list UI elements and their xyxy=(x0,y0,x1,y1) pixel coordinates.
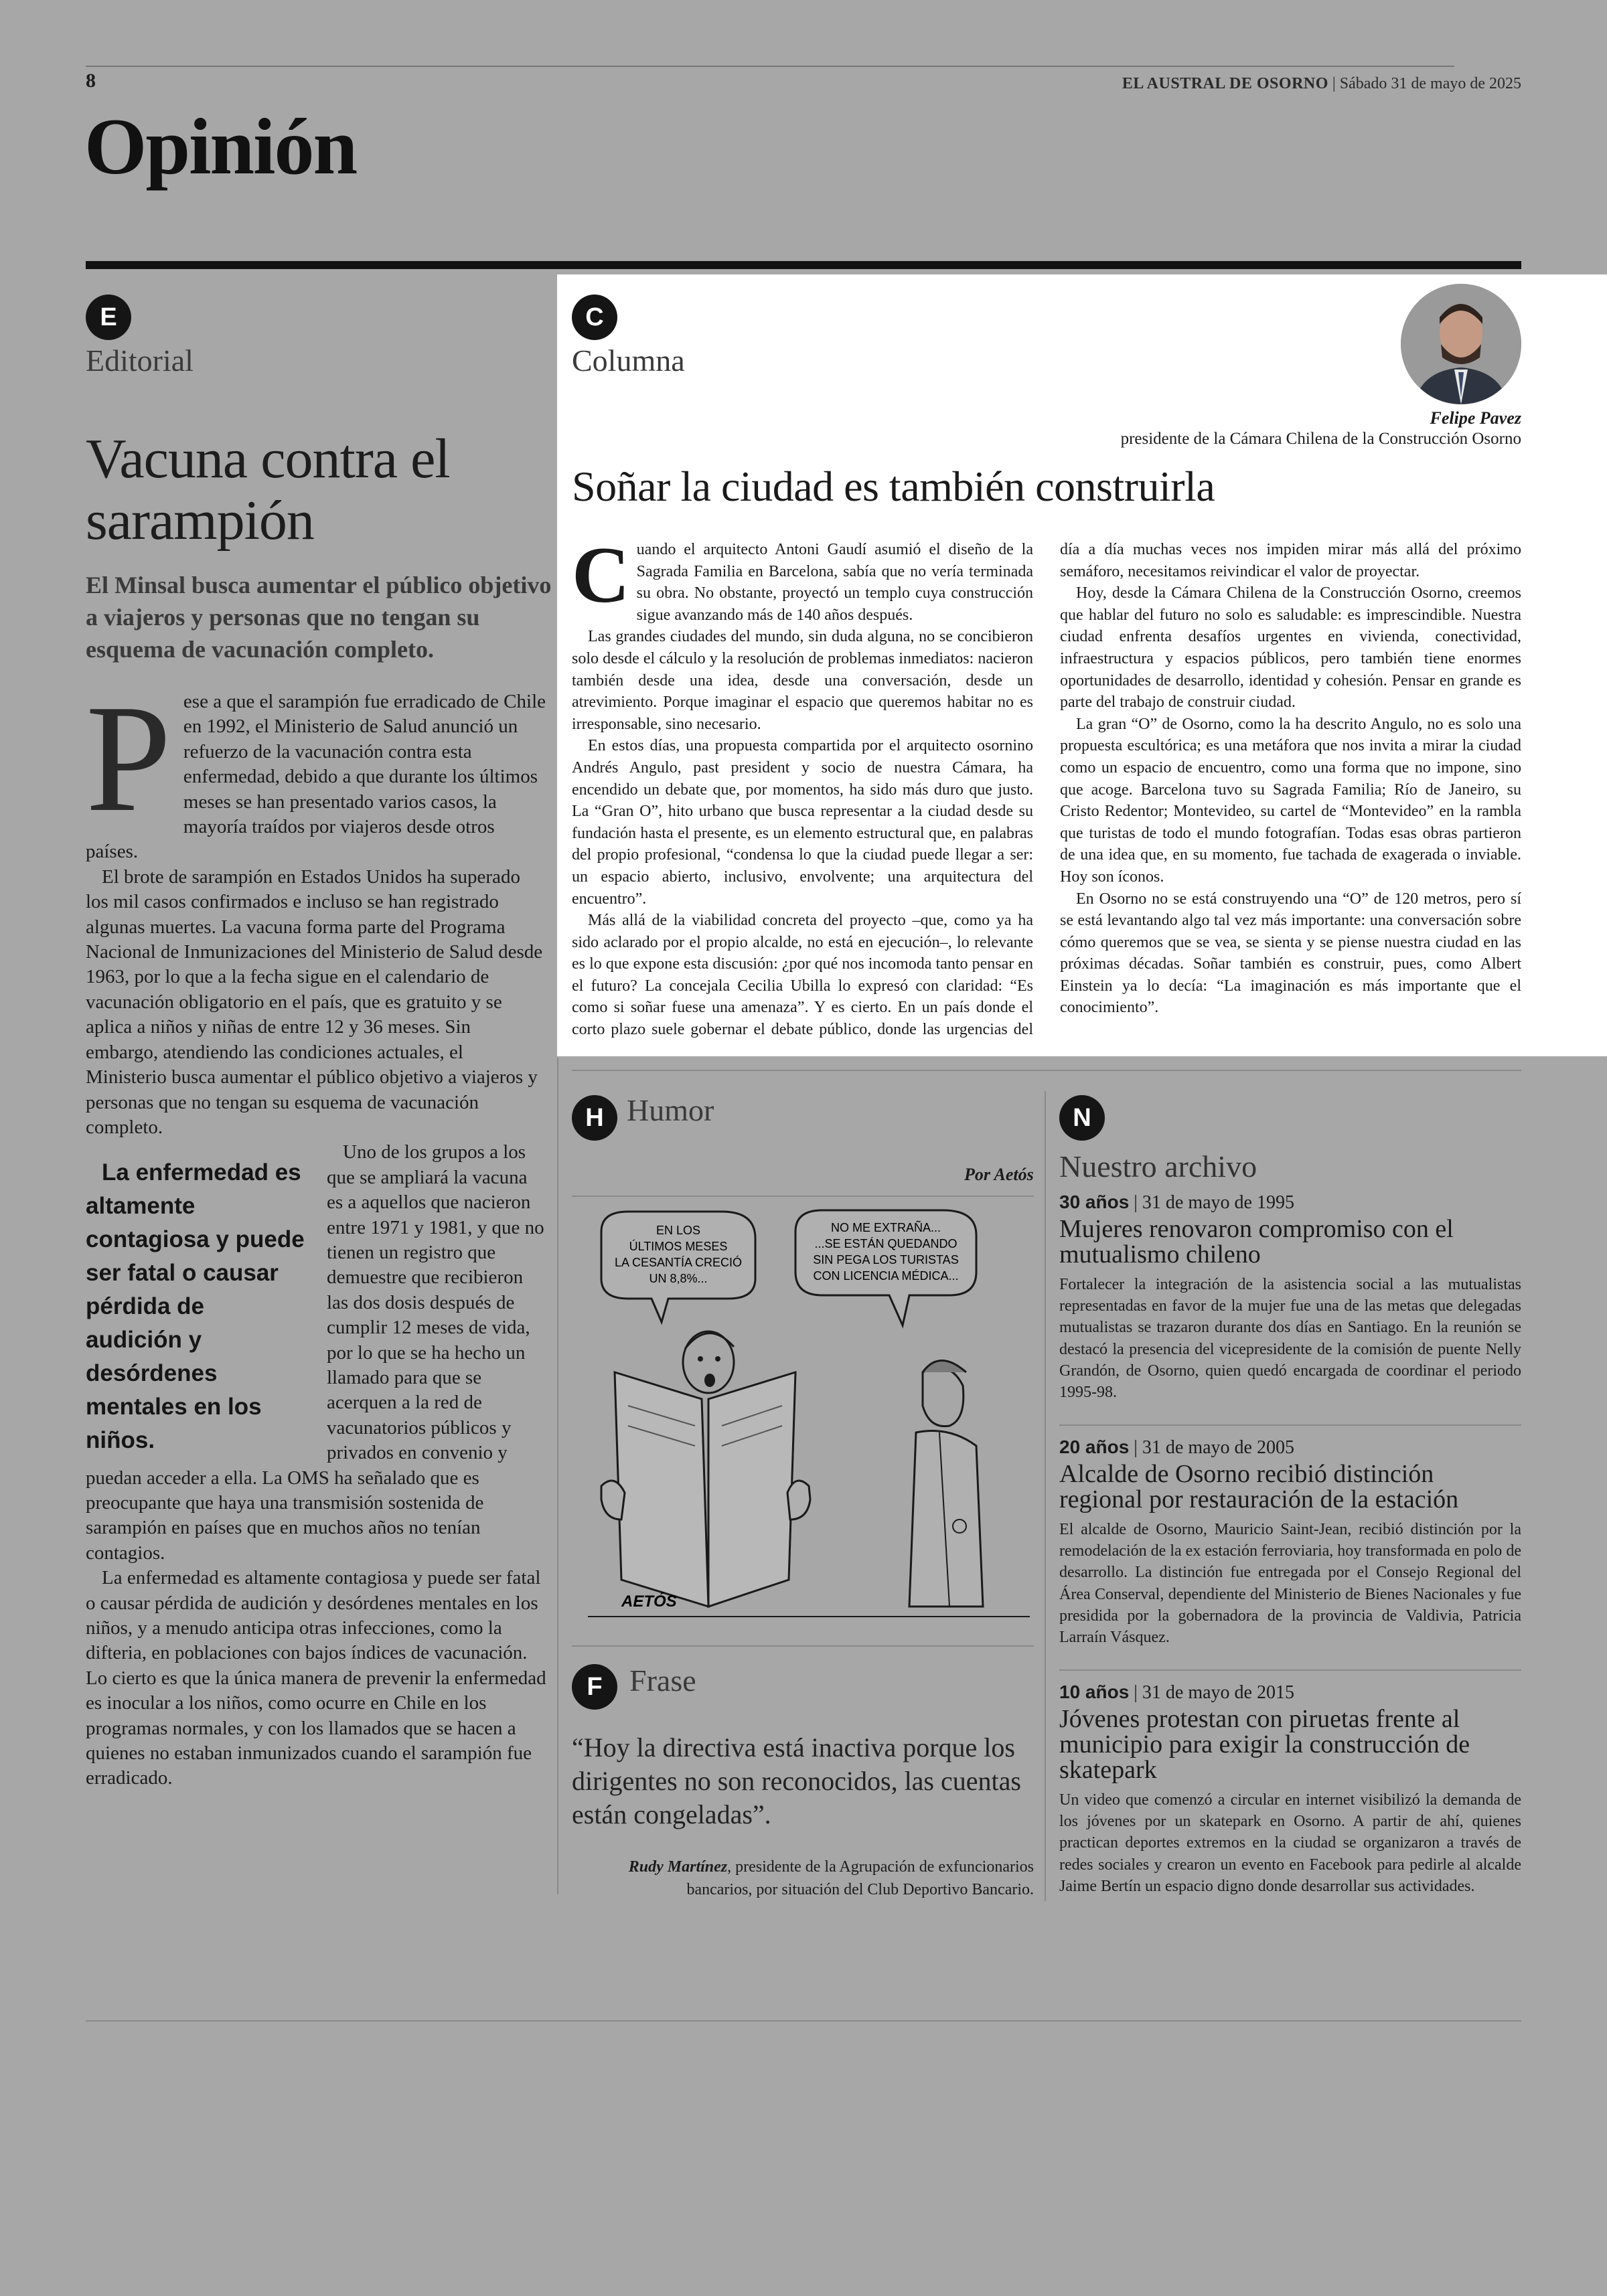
top-rule xyxy=(86,66,1454,67)
editorial-pullquote: La enfermedad es altamente contagiosa y puede ser fatal o causar pérdida de audición y desórdenes mentales en los niños. xyxy=(86,1159,305,1454)
cartoonist-signature: AETÓS xyxy=(621,1592,677,1611)
bubble-left-line: LA CESANTÍA CRECIÓ xyxy=(614,1256,743,1269)
author-photo xyxy=(1401,284,1521,404)
column-paragraph: Cuando el arquitecto Antoni Gaudí asumió el diseño de la Sagrada Familia en Barcelona, sabía que no vería terminada su obra. No obstante, proyectó un templo cuya construcción sigue avanzando más de 140 años después. xyxy=(572,530,1033,624)
column-paragraph: La gran “O” de Osorno, como la ha descrito Angulo, no es solo una propuesta escultórica; es una metáfora que nos invita a mirar la ciudad como un espacio de encuentro, como una forma que no impone, sino que acoge. Barcelona tuvo su Sagrada Familia; Río de Janeiro, su Cristo Redentor; Montevideo, su cartel de “Montevideo” en la rambla que turistas de todo el mundo fotografían. Todas esas obras partieron de una idea que, en su momento, fue tachada de exagerada o inviable. Hoy son íconos. xyxy=(1060,715,1521,886)
archive-meta: 20 años | 31 de mayo de 2005 xyxy=(1059,1437,1294,1458)
editorial-badge: E xyxy=(86,295,131,340)
column-paragraph: En Osorno no se está construyendo una “O” de 120 metros, pero sí se está levantando algo tal vez más importante: una conversación sobre cómo queremos que se vea, se sienta y se piense nuestra ciudad en las próximas décadas. Soñar también es construir, pues, como Albert Einstein ya lo decía: “La imaginación es más importante que el conocimiento”. xyxy=(1060,890,1521,1017)
column-headline: Soñar la ciudad es también construirla xyxy=(572,463,1215,510)
column-paragraph: Más allá de la viabilidad concreta del proyecto –que, como ya ha sido aclarado por el propio alcalde, no está en ejecución–, lo relevante es lo que expone esta discusión: ¿por qué nos incomoda tanto pensar en el futuro? La concejala Cecilia Ubilla lo expresó con claridad: “Es como si soñar fuese una amenaza”. Y es cierto. En un país donde el corto plazo suele gobernar el debate público, donde las urgencias del día a día muchas veces nos impiden mirar más allá del próximo semáforo, necesitamos reivindicar el valor de proyectar. xyxy=(572,541,1521,1039)
archive-rule xyxy=(1059,1669,1521,1671)
frase-kicker: Frase xyxy=(629,1663,696,1698)
page-number: 8 xyxy=(86,70,96,92)
masthead xyxy=(1122,75,1521,93)
frase-badge: F xyxy=(572,1664,617,1710)
humor-cartoon xyxy=(575,1205,1043,1633)
archive-meta: 10 años | 31 de mayo de 2015 xyxy=(1059,1682,1294,1703)
author-name: Felipe Pavez xyxy=(1430,408,1521,428)
frase-source-desc: , presidente de la Agrupación de exfuncionarios bancarios, por situación del Club Deportivo Bancario. xyxy=(686,1858,1034,1898)
archivo-badge: N xyxy=(1059,1095,1105,1141)
column-bottom-rule xyxy=(572,1070,1521,1071)
humor-rule xyxy=(572,1196,1034,1197)
editorial-paragraph: Pese a que el sarampión fue erradicado de Chile en 1992, el Ministerio de Salud anunció un refuerzo de la vacunación contra esta enfermedad, debido a que durante los últimos meses se han presentado varios casos, la mayoría traídos por viajeros desde otros países. xyxy=(86,673,546,863)
column-paragraph: Las grandes ciudades del mundo, sin duda alguna, no se concibieron solo desde el cálculo y la resolución de problemas inmediatos: nacieron también desde una idea, desde una conversación, desde un atrevimiento. Porque imaginar el espacio que queremos habitar no es irresponsable, sino necesario. xyxy=(572,628,1033,733)
frase-quote: “Hoy la directiva está inactiva porque los dirigentes no son reconocidos, las cuentas están congeladas”. xyxy=(572,1732,1021,1829)
bubble-right-line: NO ME EXTRAÑA... xyxy=(830,1221,941,1234)
author-role: presidente de la Cámara Chilena de la Construcción Osorno xyxy=(1120,430,1521,448)
column-badge: C xyxy=(572,295,617,340)
newspaper-name: EL AUSTRAL DE OSORNO xyxy=(1122,75,1328,92)
issue-date: Sábado 31 de mayo de 2025 xyxy=(1339,75,1521,92)
archive-divider xyxy=(1045,1091,1046,1901)
column-body xyxy=(572,530,1521,1041)
humor-byline: Por Aetós xyxy=(964,1165,1034,1184)
column-paragraph: En estos días, una propuesta compartida por el arquitecto osornino Andrés Angulo, past president y socio de nuestra Cámara, ha encendido un debate que, por momentos, ha sido más duro que justo. La “Gran O”, hito urbano que busca representar a la ciudad desde su fundación hasta el presente, es un elemento estructural que, en palabras del propio profesional, “condensa lo que la ciudad puede llegar a ser: un espacio abierto, inclusivo, envolvente; una arquitectura del encuentro”. xyxy=(572,737,1033,908)
archive-body: Fortalecer la integración de la asistencia social a las mutualistas representadas en favor de la mujer fue una de las metas que delegadas mutualistas se trazaron durante dos días en Santiago. En la reunión se destacó la presencia del vicepresidente de la comisión de puente Nelly Grandón, de Osorno, quien quedó encargada de coordinar el periodo 1995-98. xyxy=(1059,1276,1521,1402)
archivo-kicker: Nuestro archivo xyxy=(1059,1149,1257,1183)
archive-meta: 30 años | 31 de mayo de 1995 xyxy=(1059,1192,1294,1213)
archive-item xyxy=(1059,1437,1521,1648)
bubble-left-line: EN LOS xyxy=(656,1224,701,1237)
bubble-right-line: SIN PEGA LOS TURISTAS xyxy=(813,1253,959,1266)
humor-badge: H xyxy=(572,1095,617,1141)
archive-item xyxy=(1059,1192,1521,1403)
bystander-head-icon xyxy=(923,1368,964,1426)
editorial-drop-cap: P xyxy=(86,673,171,843)
archive-headline: Mujeres renovaron compromiso con el mutualismo chileno xyxy=(1059,1215,1454,1268)
bubble-right-line: CON LICENCIA MÉDICA... xyxy=(813,1269,959,1283)
editorial-kicker: Editorial xyxy=(86,343,194,378)
archive-item xyxy=(1059,1682,1521,1897)
column-kicker: Columna xyxy=(572,343,685,378)
masthead-separator: | xyxy=(1332,75,1340,92)
archive-body: El alcalde de Osorno, Mauricio Saint-Jean, recibió distinción por la remodelación de la ex estación ferroviaria, hoy transformada en polo de desarrollo. La distinción fue entregada por el Consejo Regional del Área Conserval, dependiente del Ministerio de Bienes Nacionales y fue presidida por la gobernadora de la provincia de Valdivia, Patricia Larraín Vásquez. xyxy=(1059,1521,1521,1647)
bubble-left-line: UN 8,8%... xyxy=(649,1272,708,1285)
bubble-right-line: ...SE ESTÁN QUEDANDO xyxy=(814,1237,958,1250)
frase-source xyxy=(572,1856,1034,1901)
newspaper-icon xyxy=(615,1372,708,1607)
section-title: Opinión xyxy=(84,102,357,191)
column-drop-cap: C xyxy=(572,530,630,619)
archive-rule xyxy=(1059,1424,1521,1426)
column-paragraph: Hoy, desde la Cámara Chilena de la Construcción Osorno, creemos que hablar del futuro no solo es saludable: es imprescindible. Nuestra ciudad enfrenta desafíos urgentes en vivienda, conectividad, infraestructura y espacios públicos, pero también tiene enormes oportunidades de desarrollo, identidad y cohesión. Pensar en grande es parte del trabajo de construir ciudad. xyxy=(1060,584,1521,712)
humor-kicker: Humor xyxy=(627,1093,714,1127)
archive-headline: Jóvenes protestan con piruetas frente al municipio para exigir la construcción de skatepark xyxy=(1059,1705,1470,1784)
archive-headline: Alcalde de Osorno recibió distinción regional por restauración de la estación xyxy=(1059,1460,1459,1513)
author-portrait-icon xyxy=(1401,284,1521,404)
humor-bottom-rule xyxy=(572,1645,1034,1647)
editorial-paragraph: El brote de sarampión en Estados Unidos ha superado los mil casos confirmados e incluso se han registrado algunas muertes. La vacuna forma parte del Programa Nacional de Inmunizaciones del Ministerio de Salud desde 1963, por lo que a la fecha sigue en el calendario de vacunación obligatorio en el país, que es gratuito y se aplica a niños y niñas de entre 12 y 36 meses. Sin embargo, atendiendo las condiciones actuales, el Ministerio busca aumentar el público objetivo a viajeros y personas que no tengan su esquema de vacunación completo. xyxy=(86,866,543,1138)
editorial-headline: Vacuna contra el sarampión xyxy=(86,428,450,552)
editorial-subhead: El Minsal busca aumentar el público objetivo a viajeros y personas que no tengan su esquema de vacunación completo. xyxy=(86,572,552,663)
editorial-paragraph: La enfermedad es altamente contagiosa y puede ser fatal o causar pérdida de audición y desórdenes mentales en los niños, y a menudo anticipa otras infecciones, como la difteria, en poblaciones con bajos índices de vacunación. Lo cierto es que la única manera de prevenir la enfermedad es inocular a los niños, como ocurre en Chile en los programas normales, y con los llamados que se hacen a quienes no estaban inmunizados cuando el sarampión fue erradicado. xyxy=(86,1567,546,1789)
editorial-body xyxy=(86,673,548,1791)
bottom-rule xyxy=(86,2020,1521,2022)
column-divider xyxy=(557,1058,558,1894)
bubble-left-line: ÚLTIMOS MESES xyxy=(629,1240,728,1253)
editorial-paragraph: La enfermedad es altamente contagiosa y puede ser fatal o causar pérdida de audición y desórdenes mentales en los niños. Uno de los grupos a los que se ampliará la vacuna es a aquellos que nacieron entre 1971 y 1981, y que no tienen un registro que demuestre que recibieron las dos dosis después de cumplir 12 meses de vida, por lo que se ha hecho un llamado para que se acerquen a la red de vacunatorios públicos y privados en convenio y puedan acceder a ella. La OMS ha señalado que es preocupante que haya una transmisión sostenida de sarampión en países que en muchos años no tenían contagios. xyxy=(86,1141,544,1564)
bystander-body-icon xyxy=(909,1431,983,1607)
section-rule xyxy=(86,261,1521,269)
archive-body: Un video que comenzó a circular en internet visibilizó la demanda de los jóvenes por un skatepark en Osorno. A partir de ahí, quienes practican deportes extremos en la ciudad se organizaron a través de redes sociales y crearon un evento en Facebook para pedirle al alcalde Jaime Bertín un espacio digno donde desarrollar sus actividades. xyxy=(1059,1791,1521,1895)
frase-source-name: Rudy Martínez xyxy=(628,1858,728,1876)
